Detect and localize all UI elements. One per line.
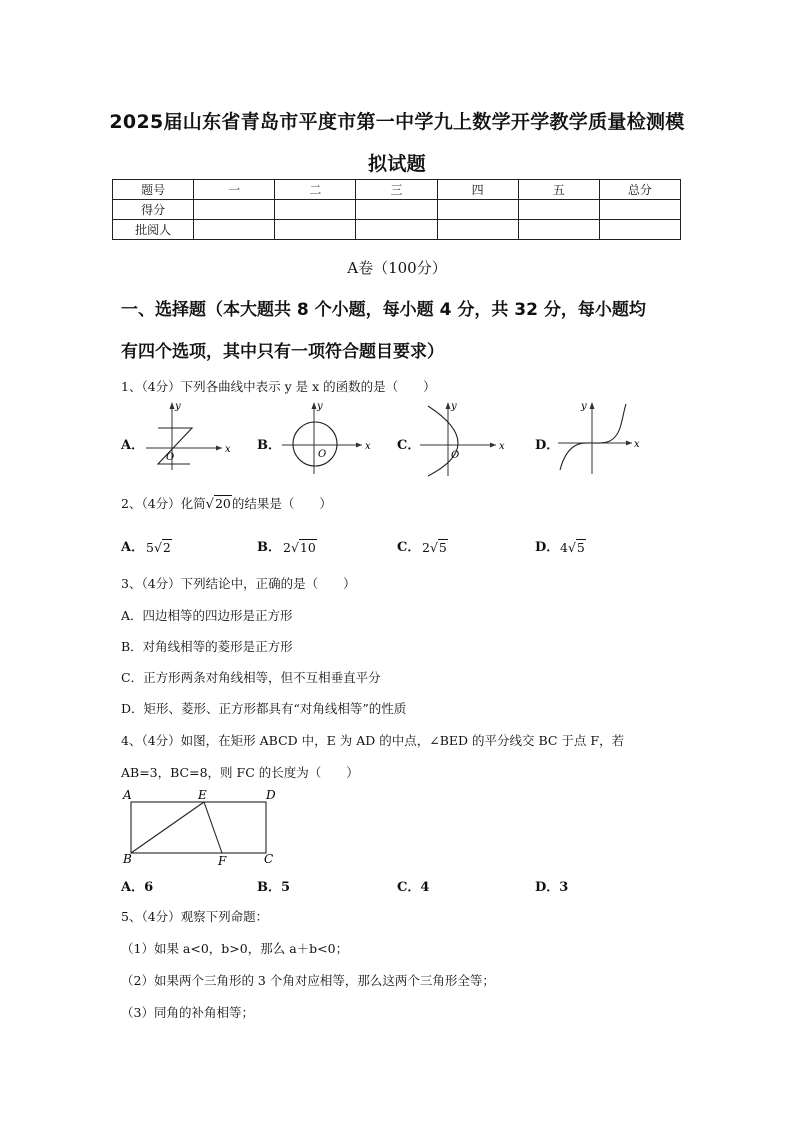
- score-table-row: [113, 200, 681, 220]
- score-cell: [518, 200, 599, 220]
- score-table: [112, 179, 681, 240]
- question-1-stem: 1、（4分）下列各曲线中表示 y 是 x 的函数的是（ ）: [121, 379, 436, 394]
- score-table-row: [113, 220, 681, 240]
- q2c-radicand: 5: [438, 540, 447, 555]
- q1d-y-axis-label: y: [581, 401, 587, 412]
- q2c-coef: 2: [422, 540, 430, 555]
- q1c-origin-label: O: [451, 450, 460, 461]
- score-row-label: 得分: [113, 200, 194, 220]
- score-cell: [518, 220, 599, 240]
- q2-stem-radicand: 20: [214, 496, 231, 511]
- q1a-y-axis-label: y: [175, 401, 181, 412]
- score-cell: [194, 200, 275, 220]
- q2b-coef: 2: [283, 540, 291, 555]
- q2-option-c-value: [422, 540, 448, 555]
- q1b-y-axis-label: y: [317, 401, 323, 412]
- q4-option-d: D．3: [535, 880, 569, 895]
- sqrt-symbol: √: [290, 540, 299, 555]
- q3-option-b: B．对角线相等的菱形是正方形: [121, 639, 293, 654]
- q2-option-a-value: [146, 540, 172, 555]
- q2-option-b-value: [283, 540, 317, 555]
- q1-graph-b: [280, 400, 372, 476]
- q2d-radicand: 5: [576, 540, 585, 555]
- q4-label-d: D: [266, 788, 276, 802]
- page-title-line-1: 2025届山东省青岛市平度市第一中学九上数学开学教学质量检测模: [109, 111, 685, 133]
- q2b-radicand: 10: [299, 540, 316, 555]
- score-table-header: 总分: [599, 180, 680, 200]
- q2-option-b-label: B．: [257, 540, 281, 555]
- question-4-stem-line-1: 4、（4分）如图，在矩形 ABCD 中，E 为 AD 的中点，∠BED 的平分线交 BC 于点 F，若: [121, 733, 625, 748]
- score-table-header: 五: [518, 180, 599, 200]
- question-4-stem-line-2: AB=3，BC=8，则 FC 的长度为（ ）: [121, 765, 359, 780]
- q1-graph-d: [556, 400, 642, 476]
- q1-option-c-label: C．: [397, 438, 421, 453]
- q4-rectangle-figure: [118, 786, 284, 870]
- page-title-line-2: 拟试题: [368, 153, 426, 175]
- section-a-heading: A卷（100分）: [347, 259, 447, 277]
- score-row-label: 批阅人: [113, 220, 194, 240]
- q2-stem-after: 的结果是（ ）: [231, 496, 332, 511]
- q1-option-b-label: B．: [257, 438, 281, 453]
- q4-label-e: E: [198, 788, 207, 802]
- score-cell: [356, 200, 437, 220]
- q5-item-2: （2）如果两个三角形的 3 个角对应相等，那么这两个三角形全等；: [121, 973, 495, 988]
- question-2-stem: [121, 494, 332, 512]
- q2a-radicand: 2: [162, 540, 171, 555]
- q5-item-3: （3）同角的补角相等；: [121, 1005, 254, 1020]
- q2-option-d-label: D．: [535, 540, 560, 555]
- q4-label-f: F: [218, 854, 227, 868]
- score-cell: [356, 220, 437, 240]
- q4-label-c: C: [264, 852, 274, 866]
- q1a-x-axis-label: x: [225, 444, 231, 455]
- q1b-origin-label: O: [318, 449, 327, 460]
- q2-option-d-value: [560, 540, 586, 555]
- q1-option-d-label: D．: [535, 438, 560, 453]
- score-table-header: 一: [194, 180, 275, 200]
- q4-label-b: B: [123, 852, 132, 866]
- score-cell: [194, 220, 275, 240]
- score-cell: [437, 200, 518, 220]
- q1a-origin-label: O: [166, 452, 175, 463]
- q4-option-c: C．4: [397, 880, 430, 895]
- q3-option-d: D．矩形、菱形、正方形都具有“对角线相等”的性质: [121, 701, 407, 716]
- q4-label-a: A: [123, 788, 132, 802]
- question-5-stem: 5、（4分）观察下列命题：: [121, 909, 269, 924]
- score-table-header: 题号: [113, 180, 194, 200]
- q4-option-b: B．5: [257, 880, 291, 895]
- score-table-header-row: [113, 180, 681, 200]
- q2d-coef: 4: [560, 540, 568, 555]
- q5-item-1: （1）如果 a<0，b>0，那么 a＋b<0；: [121, 941, 349, 956]
- sqrt-symbol: √: [429, 540, 438, 555]
- q1c-x-axis-label: x: [499, 441, 505, 452]
- score-table-header: 三: [356, 180, 437, 200]
- q4-option-a: A．6: [121, 880, 154, 895]
- score-cell: [437, 220, 518, 240]
- section-heading-line-2: 有四个选项，其中只有一项符合题目要求）: [121, 342, 444, 362]
- section-heading-line-1: 一、选择题（本大题共 8 个小题，每小题 4 分，共 32 分，每小题均: [121, 300, 646, 320]
- q1-graph-c: [418, 400, 506, 478]
- score-cell: [599, 200, 680, 220]
- q1d-x-axis-label: x: [634, 439, 640, 450]
- q2-option-a-label: A．: [121, 540, 145, 555]
- q1-option-a-label: A．: [121, 438, 145, 453]
- q1b-x-axis-label: x: [365, 441, 371, 452]
- q2-option-c-label: C．: [397, 540, 421, 555]
- score-table-header: 二: [275, 180, 356, 200]
- q1c-y-axis-label: y: [451, 401, 457, 412]
- sqrt-symbol: √: [205, 497, 214, 512]
- q2-stem-before: 2、（4分）化简: [121, 496, 206, 511]
- sqrt-symbol: √: [567, 540, 576, 555]
- q3-option-c: C．正方形两条对角线相等，但不互相垂直平分: [121, 670, 381, 685]
- score-cell: [275, 220, 356, 240]
- score-cell: [599, 220, 680, 240]
- question-3-stem: 3、（4分）下列结论中，正确的是（ ）: [121, 576, 356, 591]
- score-table-header: 四: [437, 180, 518, 200]
- score-cell: [275, 200, 356, 220]
- q3-option-a: A．四边相等的四边形是正方形: [121, 608, 293, 623]
- q1-graph-a: [146, 400, 232, 472]
- q2a-coef: 5: [146, 540, 154, 555]
- sqrt-symbol: √: [153, 540, 162, 555]
